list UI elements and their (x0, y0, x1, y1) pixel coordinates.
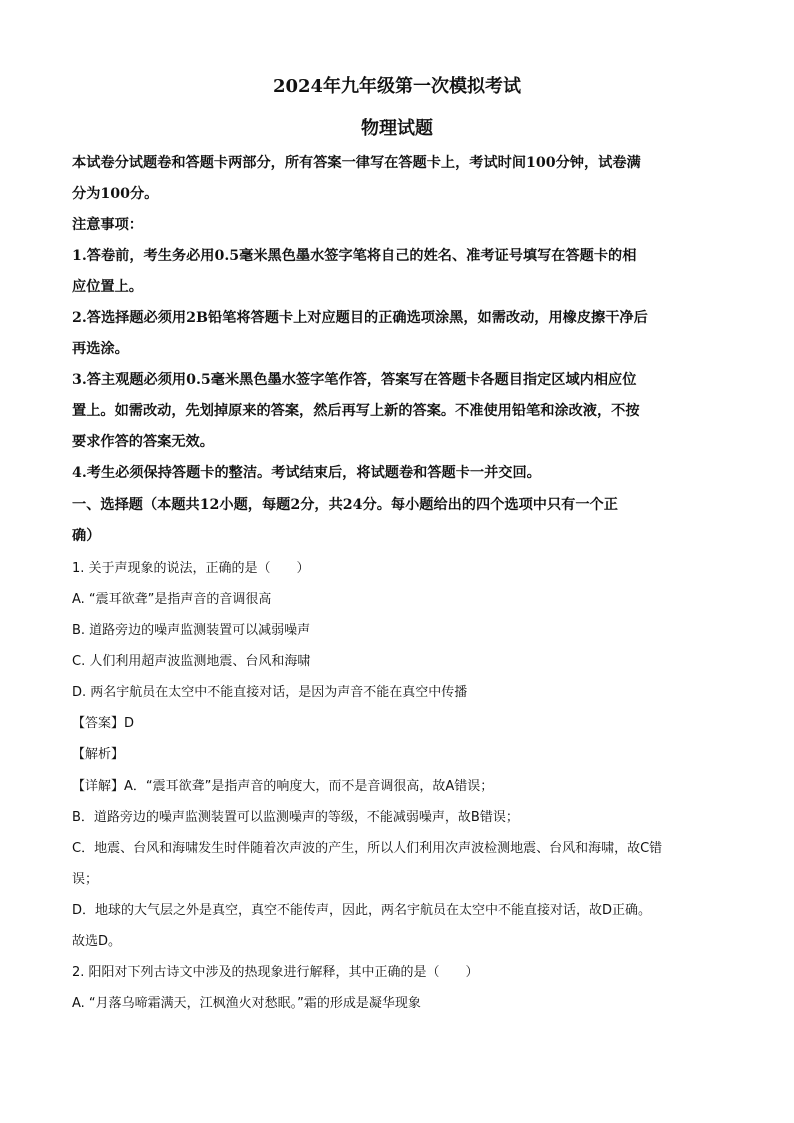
question-1-option-c: C. 人们利用超声波监测地震、台风和海啸 (72, 654, 311, 669)
notes-line: 2.答选择题必须用2B铅笔将答题卡上对应题目的正确选项涂黑，如需改动，用橡皮擦干净后 (72, 310, 648, 326)
subject-title: 物理试题 (361, 118, 433, 139)
question-1-detail-line: C．地震、台风和海啸发生时伴随着次声波的产生，所以人们利用次声波检测地震、台风和海啸，故C错 (72, 841, 663, 856)
notes-line: 要求作答的答案无效。 (72, 434, 214, 450)
question-1-detail-line: B．道路旁边的噪声监测装置可以监测噪声的等级，不能减弱噪声，故B错误； (72, 810, 519, 825)
question-1-option-b: B. 道路旁边的噪声监测装置可以减弱噪声 (72, 623, 311, 638)
notes-line: 置上。如需改动，先划掉原来的答案，然后再写上新的答案。不准使用铅笔和涂改液，不按 (72, 403, 640, 419)
section-heading-line-1: 一、选择题（本题共12小题，每题2分，共24分。每小题给出的四个选项中只有一个正 (72, 497, 618, 513)
question-1-analysis-label: 【解析】 (72, 747, 125, 762)
question-1-answer: 【答案】D (72, 716, 135, 731)
question-2-stem: 2. 阳阳对下列古诗文中涉及的热现象进行解释，其中正确的是（ ） (72, 965, 479, 980)
question-1-option-a: A. “震耳欲聋”是指声音的音调很高 (72, 592, 272, 607)
notes-heading: 注意事项： (72, 217, 143, 233)
notes-line: 应位置上。 (72, 279, 143, 295)
notes-line: 4.考生必须保持答题卡的整洁。考试结束后，将试题卷和答题卡一并交回。 (72, 465, 541, 481)
question-1-stem: 1. 关于声现象的说法，正确的是（ ） (72, 561, 310, 576)
question-1-detail-line: 误； (72, 872, 99, 887)
notes-line: 1.答卷前，考生务必用0.5毫米黑色墨水签字笔将自己的姓名、准考证号填写在答题卡的相 (72, 248, 637, 264)
intro-line-1: 本试卷分试题卷和答题卡两部分，所有答案一律写在答题卡上，考试时间100分钟，试卷满 (72, 155, 641, 171)
section-heading-line-2: 确） (72, 528, 101, 544)
question-1-detail-line: D．地球的大气层之外是真空，真空不能传声，因此，两名宇航员在太空中不能直接对话，故D正确。 (72, 903, 652, 918)
notes-line: 再选涂。 (72, 341, 129, 357)
notes-line: 3.答主观题必须用0.5毫米黑色墨水签字笔作答，答案写在答题卡各题目指定区域内相应位 (72, 372, 637, 388)
question-1-option-d: D. 两名宇航员在太空中不能直接对话，是因为声音不能在真空中传播 (72, 685, 468, 700)
exam-title: 2024年九年级第一次模拟考试 (272, 76, 522, 97)
question-2-option-a: A. “月落乌啼霜满天，江枫渔火对愁眠。”霜的形成是凝华现象 (72, 996, 421, 1011)
intro-line-2: 分为100分。 (72, 186, 159, 202)
question-1-conclusion: 故选D。 (72, 934, 122, 949)
question-1-detail-line: 【详解】A．“震耳欲聋”是指声音的响度大，而不是音调很高，故A错误； (72, 779, 494, 794)
